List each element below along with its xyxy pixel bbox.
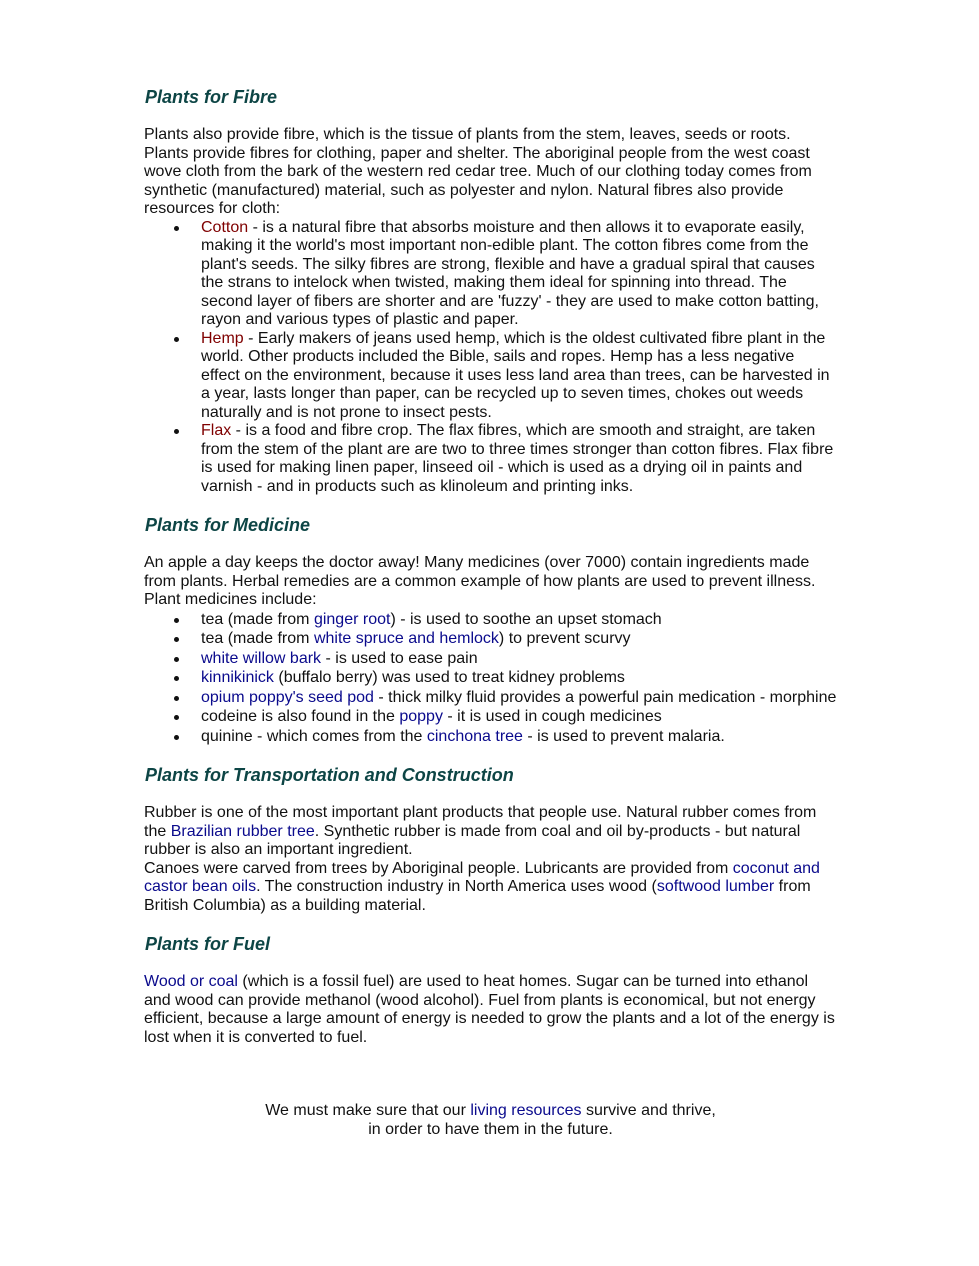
list-item (201, 708, 837, 727)
link-poppy[interactable]: poppy (399, 708, 443, 725)
text-run: tea (made from (201, 610, 314, 628)
list-item (201, 650, 837, 669)
list-item (201, 630, 837, 649)
link-opium-poppy-s-seed-pod[interactable]: opium poppy's seed pod (201, 688, 374, 706)
text-run: - it is used in cough medicines (442, 708, 662, 725)
text-run: (which is a fossil fuel) are used to heat homes. Sugar can be turned into ethanol and wood can provide methanol (wood alcohol). Fuel from plants is economical, but not energy efficient, because a large amount of energy is needed to grow the plants and a lot of the energy is lost when it is converted to fuel. (144, 973, 835, 1046)
text-run: quinine - which comes from the (201, 727, 427, 745)
paragraph (144, 126, 837, 219)
text-run: (buffalo berry) was used to treat kidney problems (273, 669, 625, 686)
list-item (201, 330, 837, 423)
text-run: from British Columbia) as a building material. (144, 878, 811, 914)
link-kinnikinick[interactable]: kinnikinick (201, 669, 274, 686)
text-run: in order to have them in the future. (368, 1120, 613, 1138)
link-flax[interactable]: Flax (201, 422, 232, 439)
text-run: - is a food and fibre crop. The flax fibres, which are smooth and straight, are taken from the stem of the plant are are two to three times stronger than cotton fibres. Flax fibre is used for making linen paper, linseed oil - which is used as a drying oil in paints and varnish - and in products such as klinoleum and printing inks. (201, 422, 834, 495)
link-white-willow-bark[interactable]: white willow bark (201, 649, 322, 667)
section-heading: Plants for Transportation and Construction (145, 765, 514, 785)
link-brazilian-rubber-tree[interactable]: Brazilian rubber tree (170, 822, 315, 840)
text-run: codeine is also found in the (201, 708, 400, 725)
list-item (201, 689, 837, 708)
text-run: - is a natural fibre that absorbs moisture and then allows it to evaporate easily, making it the world's most important non-edible plant. The cotton fibres come from the plant's seeds. The silky fibres are strong, flexible and have a gradual spiral that causes the strans to intelock when twisted, making them ideal for spinning into thread. The second layer of fibers are shorter and are 'fuzzy' - they are used to make cotton batting, rayon and various types of plastic and paper. (201, 218, 819, 328)
text-run: . The construction industry in North America uses wood ( (256, 878, 657, 895)
text-run: tea (made from (201, 630, 314, 647)
link-coconut-and-castor-bean-oils[interactable]: coconut and castor bean oils (144, 859, 820, 895)
text-run: survive and thrive, (581, 1102, 716, 1119)
section-heading: Plants for Fibre (145, 87, 278, 107)
section-plants-for-fibre (144, 87, 837, 496)
section-plants-for-transportation-and-construction (144, 765, 837, 915)
list-item (201, 422, 837, 496)
text-run: An apple a day keeps the doctor away! Many medicines (over 7000) contain ingredients made from plants. Herbal remedies are a common example of how plants are used to prevent illness. Plant medicines include: (144, 554, 816, 608)
link-cotton[interactable]: Cotton (201, 218, 249, 236)
link-white-spruce-and-hemlock[interactable]: white spruce and hemlock (313, 630, 499, 647)
link-cinchona-tree[interactable]: cinchona tree (426, 727, 523, 745)
link-hemp[interactable]: Hemp (201, 329, 244, 347)
text-run: - is used to prevent malaria. (522, 727, 725, 745)
paragraph (144, 554, 837, 610)
document (144, 87, 837, 1139)
text-run: - is used to ease pain (321, 649, 478, 667)
link-wood-or-coal[interactable]: Wood or coal (144, 973, 238, 990)
link-ginger-root[interactable]: ginger root (313, 610, 391, 628)
paragraph (144, 973, 837, 1047)
section-plants-for-fuel (144, 934, 837, 1047)
list-item (201, 728, 837, 747)
text-run: Plants also provide fibre, which is the tissue of plants from the stem, leaves, seeds or roots. Plants provide fibres for clothing, paper and shelter. The aboriginal people from the west coast wove cloth from the bark of the western red cedar tree. Much of our clothing today comes from synthetic (manufactured) material, such as polyester and nylon. Natural fibres also provide resources for cloth: (144, 126, 812, 217)
text-run: ) - is used to soothe an upset stomach (390, 610, 662, 628)
text-run: Rubber is one of the most important plant products that people use. Natural rubber comes from the (144, 804, 817, 840)
list-item (201, 669, 837, 688)
list-item (201, 219, 837, 330)
text-run: - thick milky fluid provides a powerful pain medication - morphine (373, 688, 837, 706)
section-plants-for-medicine (144, 515, 837, 746)
section-heading: Plants for Fuel (145, 934, 271, 954)
closing-note (144, 1102, 837, 1139)
link-living-resources[interactable]: living resources (470, 1102, 582, 1119)
text-run: ) to prevent scurvy (498, 630, 631, 647)
list-item (201, 611, 837, 630)
bullet-list (144, 219, 837, 497)
text-run: Canoes were carved from trees by Aboriginal people. Lubricants are provided from (144, 859, 733, 877)
link-softwood-lumber[interactable]: softwood lumber (656, 878, 775, 895)
paragraph (144, 804, 837, 860)
text-run: . Synthetic rubber is made from coal and oil by-products - but natural rubber is also an important ingredient. (144, 822, 801, 858)
section-heading: Plants for Medicine (145, 515, 311, 535)
bullet-list (144, 611, 837, 747)
paragraph (144, 860, 837, 916)
text-run: We must make sure that our (265, 1102, 471, 1119)
text-run: - Early makers of jeans used hemp, which is the oldest cultivated fibre plant in the world. Other products included the Bible, sails and ropes. Hemp has a less negative effect on the environment, because it uses less land area than trees, can be harvested in a year, lasts longer than paper, can be recycled up to seven times, chokes out weeds naturally and is not prone to insect pests. (201, 329, 830, 421)
